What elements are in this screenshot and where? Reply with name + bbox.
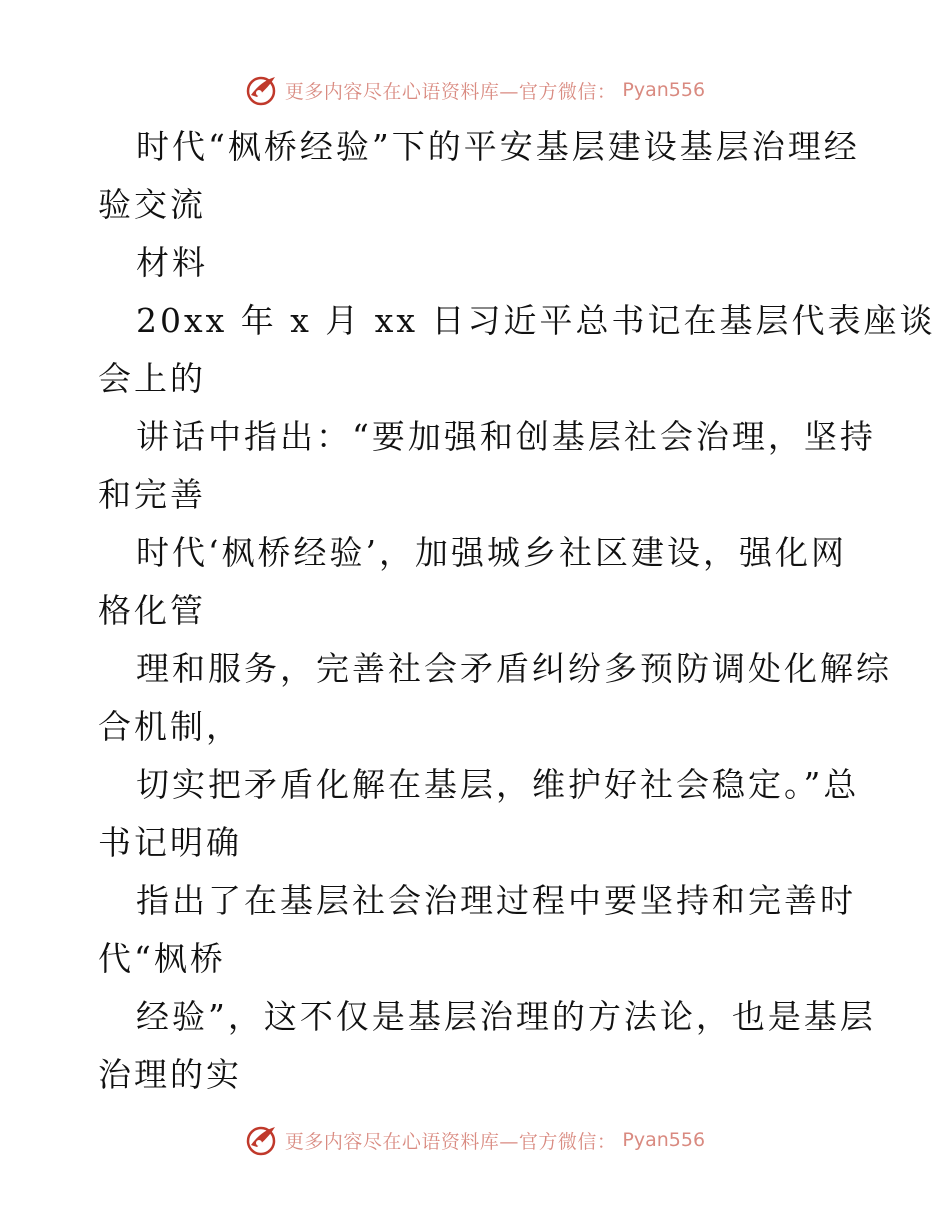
text-line: 格化管	[98, 591, 206, 630]
quill-pen-circle-icon	[245, 73, 279, 107]
banner-text: 更多内容尽在心语资料库—官方微信：	[284, 80, 617, 103]
text-line: 书记明确	[98, 823, 242, 862]
text-line: 理和服务，完善社会矛盾纠纷多预防调处化解综	[136, 649, 892, 688]
text-line: 验交流	[98, 185, 206, 224]
quill-pen-circle-icon	[245, 1123, 279, 1157]
text-line: 经验”，这不仅是基层治理的方法论，也是基层	[136, 997, 876, 1036]
banner-text: 更多内容尽在心语资料库—官方微信：	[284, 1130, 617, 1153]
text-line: 切实把矛盾化解在基层，维护好社会稳定。”总	[136, 765, 860, 804]
text-line: 合机制，	[98, 707, 242, 746]
footer-banner	[0, 1120, 950, 1160]
text-line: 和完善	[98, 475, 206, 514]
text-line: 材料	[136, 243, 208, 282]
text-line: 治理的实	[98, 1055, 242, 1094]
text-line: 讲话中指出：“要加强和创基层社会治理，坚持	[136, 417, 876, 456]
text-line: 时代‘枫桥经验’，加强城乡社区建设，强化网	[136, 533, 847, 572]
text-line: 会上的	[98, 359, 206, 398]
banner-wechat-id: Pyan556	[622, 1129, 706, 1151]
text-line: 指出了在基层社会治理过程中要坚持和完善时	[136, 881, 856, 920]
header-banner	[0, 70, 950, 110]
text-line: 时代“枫桥经验”下的平安基层建设基层治理经	[136, 127, 860, 166]
text-line: 20xx 年 x 月 xx 日习近平总书记在基层代表座谈	[136, 301, 936, 340]
banner-wechat-id: Pyan556	[622, 79, 706, 101]
document-body	[98, 118, 936, 1104]
text-line: 代“枫桥	[98, 939, 226, 978]
